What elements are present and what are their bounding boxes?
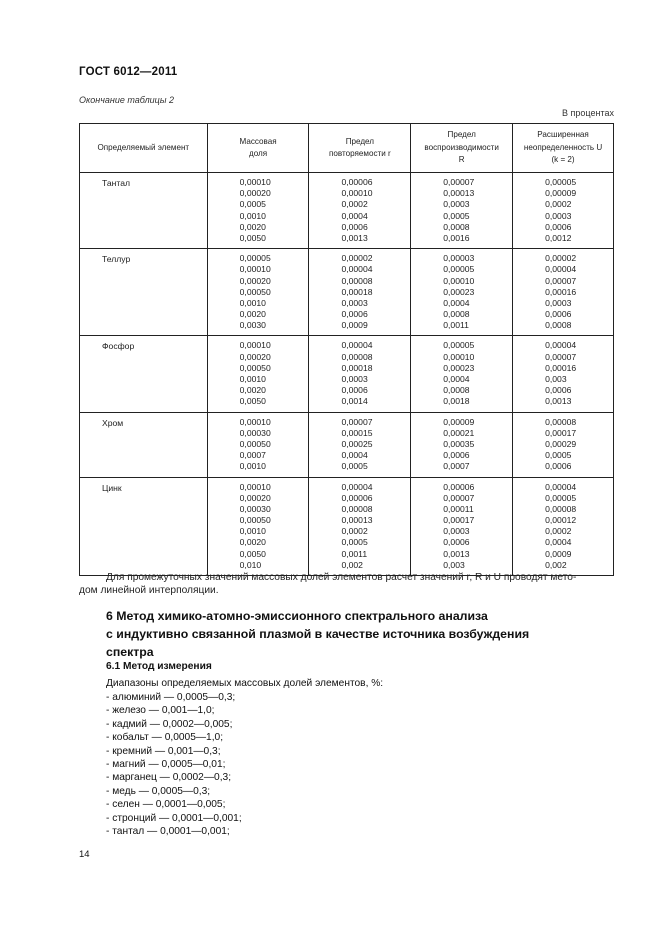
value: 0,0005 — [341, 461, 368, 472]
value: 0,0004 — [341, 210, 368, 221]
value: 0,0010 — [239, 526, 266, 537]
value: 0,00008 — [341, 275, 373, 286]
value-cell-r — [309, 173, 411, 249]
table-units: В процентах — [562, 108, 614, 118]
value: 0,0006 — [545, 221, 572, 232]
value: 0,0003 — [341, 297, 368, 308]
element-cell: Хром — [80, 412, 208, 477]
ranges-intro: Диапазоны определяемых массовых долей элементов, %: — [106, 678, 384, 689]
value: 0,010 — [239, 559, 262, 570]
value: 0,00007 — [545, 275, 577, 286]
value-cell-u — [513, 249, 614, 336]
value: 0,002 — [545, 559, 567, 570]
value-cell-mass — [207, 173, 309, 249]
value: 0,00010 — [239, 481, 271, 492]
value-cell-mass — [207, 336, 309, 412]
value: 0,00030 — [239, 427, 271, 438]
value: 0,0006 — [443, 450, 470, 461]
value: 0,0011 — [443, 320, 469, 331]
value: 0,00023 — [443, 362, 475, 373]
list-item: - медь — 0,0005—0,3; — [106, 785, 211, 797]
value: 0,00004 — [545, 340, 577, 351]
value: 0,0030 — [239, 320, 266, 331]
value-cell-r — [411, 412, 513, 477]
list-item: - марганец — 0,0002—0,3; — [106, 772, 232, 784]
table-row — [80, 173, 614, 249]
value: 0,00008 — [341, 351, 373, 362]
value: 0,00005 — [239, 253, 271, 264]
col-header-uncertainty: Расширенная неопределенность U (k = 2) — [513, 124, 614, 173]
list-item: - селен — 0,0001—0,005; — [106, 799, 226, 811]
value: 0,0003 — [341, 374, 368, 384]
value: 0,00007 — [545, 351, 577, 362]
value: 0,0010 — [239, 297, 266, 308]
value: 0,0018 — [443, 396, 470, 407]
value: 0,00016 — [545, 286, 577, 297]
value: 0,00010 — [239, 416, 271, 427]
value-cell-u — [513, 412, 614, 477]
value: 0,0020 — [239, 221, 266, 232]
value: 0,002 — [341, 559, 363, 570]
value: 0,0002 — [341, 199, 368, 210]
value: 0,0005 — [443, 210, 470, 221]
element-cell: Тантал — [80, 173, 208, 249]
value: 0,00006 — [341, 177, 373, 187]
value-cell-u — [513, 336, 614, 412]
value: 0,00005 — [443, 340, 475, 351]
value: 0,0020 — [239, 385, 266, 396]
value: 0,0014 — [341, 396, 368, 407]
value: 0,0016 — [443, 232, 470, 243]
value: 0,0002 — [341, 526, 368, 537]
value: 0,00004 — [545, 264, 577, 275]
value: 0,00013 — [341, 515, 373, 526]
list-item: - железо — 0,001—1,0; — [106, 705, 215, 717]
value: 0,0003 — [545, 210, 572, 221]
value: 0,00010 — [443, 351, 475, 362]
value: 0,0003 — [443, 199, 470, 210]
value: 0,0006 — [341, 309, 368, 320]
value: 0,0010 — [239, 210, 266, 221]
value: 0,00002 — [545, 253, 577, 264]
value: 0,00004 — [341, 340, 373, 351]
list-item: - стронций — 0,0001—0,001; — [106, 812, 242, 824]
value-cell-r — [309, 477, 411, 576]
value: 0,0006 — [545, 385, 572, 396]
value-cell-r — [411, 336, 513, 412]
value: 0,00020 — [239, 351, 271, 362]
value: 0,00025 — [341, 438, 373, 449]
value: 0,00007 — [443, 177, 475, 187]
value: 0,0050 — [239, 232, 266, 243]
value: 0,0005 — [545, 450, 572, 461]
value: 0,0006 — [341, 221, 368, 232]
value: 0,0002 — [545, 526, 572, 537]
value: 0,00005 — [545, 492, 577, 503]
col-header-mass: Массовая доля — [207, 124, 309, 173]
list-item: - кобальт — 0,0005—1,0; — [106, 732, 224, 744]
value-cell-mass — [207, 477, 309, 576]
value: 0,0003 — [443, 526, 470, 537]
value: 0,00010 — [443, 275, 475, 286]
value-cell-r — [411, 173, 513, 249]
section-title: 6 Метод химико-атомно-эмиссионного спектрального анализа с индуктивно связанной плазмой в качестве источника возбуждения спектра — [106, 609, 530, 659]
value: 0,0006 — [545, 461, 572, 472]
value: 0,00050 — [239, 438, 271, 449]
value: 0,0006 — [545, 309, 572, 320]
value: 0,003 — [443, 559, 465, 570]
value: 0,00021 — [443, 427, 475, 438]
note-line-1: Для промежуточных значений массовых долей элементов расчет значений r, R и U проводят мето- — [106, 572, 577, 583]
value: 0,00030 — [239, 503, 271, 514]
value: 0,00008 — [545, 503, 577, 514]
list-item: - алюминий — 0,0005—0,3; — [106, 692, 236, 703]
value: 0,00009 — [443, 416, 475, 427]
value: 0,00013 — [443, 188, 475, 199]
value: 0,00004 — [341, 264, 373, 275]
value: 0,00006 — [341, 492, 373, 503]
value: 0,00050 — [239, 515, 271, 526]
value: 0,00020 — [239, 492, 271, 503]
value-cell-r — [309, 249, 411, 336]
value: 0,0010 — [239, 461, 266, 472]
value: 0,00020 — [239, 188, 271, 199]
value: 0,00050 — [239, 286, 271, 297]
value: 0,003 — [545, 374, 567, 384]
standard-title: ГОСТ 6012—2011 — [79, 66, 178, 78]
precision-table — [79, 123, 614, 576]
value: 0,0050 — [239, 548, 266, 559]
value: 0,00010 — [239, 340, 271, 351]
value-cell-u — [513, 477, 614, 576]
value: 0,00015 — [341, 427, 373, 438]
value: 0,00009 — [545, 188, 577, 199]
value: 0,00007 — [443, 492, 475, 503]
table-row — [80, 477, 614, 576]
table-header-row — [80, 124, 614, 173]
value: 0,0003 — [545, 297, 572, 308]
value: 0,0006 — [443, 537, 470, 548]
value: 0,00016 — [545, 362, 577, 373]
value: 0,0009 — [341, 320, 368, 331]
element-cell: Фосфор — [80, 336, 208, 412]
value: 0,0020 — [239, 309, 266, 320]
col-header-reproducibility: Предел воспроизводимости R — [411, 124, 513, 173]
value: 0,0004 — [443, 374, 470, 384]
value: 0,00035 — [443, 438, 475, 449]
value: 0,00010 — [341, 188, 373, 199]
value: 0,00018 — [341, 286, 373, 297]
subsection-title: 6.1 Метод измерения — [106, 661, 212, 672]
value: 0,0002 — [545, 199, 572, 210]
value: 0,00005 — [545, 177, 577, 187]
value: 0,00020 — [239, 275, 271, 286]
value: 0,0005 — [239, 199, 266, 210]
value: 0,0009 — [545, 548, 572, 559]
value: 0,00029 — [545, 438, 577, 449]
value: 0,00004 — [341, 481, 373, 492]
page-number: 14 — [79, 849, 90, 860]
value-cell-r — [411, 477, 513, 576]
value: 0,0013 — [341, 232, 368, 243]
table-row — [80, 412, 614, 477]
value: 0,00012 — [545, 515, 577, 526]
value: 0,00005 — [443, 264, 475, 275]
value: 0,0008 — [443, 221, 470, 232]
list-item: - кадмий — 0,0002—0,005; — [106, 718, 233, 730]
value: 0,0004 — [545, 537, 572, 548]
value: 0,00002 — [341, 253, 373, 264]
value-cell-u — [513, 173, 614, 249]
value: 0,0020 — [239, 537, 266, 548]
col-header-repeatability: Предел повторяемости r — [309, 124, 411, 173]
value: 0,00004 — [545, 481, 577, 492]
value: 0,00010 — [239, 264, 271, 275]
value: 0,00011 — [443, 503, 474, 514]
value: 0,00003 — [443, 253, 475, 264]
value: 0,0008 — [443, 309, 470, 320]
table-row — [80, 336, 614, 412]
value: 0,0050 — [239, 396, 266, 407]
value-cell-mass — [207, 249, 309, 336]
value-cell-r — [411, 249, 513, 336]
interpolation-note-cont — [79, 584, 615, 598]
element-cell: Теллур — [80, 249, 208, 336]
value: 0,00008 — [341, 503, 373, 514]
value: 0,0008 — [443, 385, 470, 396]
value-cell-r — [309, 336, 411, 412]
value: 0,00050 — [239, 362, 271, 373]
list-item: - кремний — 0,001—0,3; — [106, 745, 221, 757]
value: 0,00018 — [341, 362, 373, 373]
value: 0,00008 — [545, 416, 577, 427]
value: 0,0011 — [341, 548, 368, 559]
value: 0,0006 — [341, 385, 368, 396]
value-cell-mass — [207, 412, 309, 477]
value: 0,0008 — [545, 320, 572, 331]
value: 0,0004 — [341, 450, 368, 461]
value: 0,0013 — [545, 396, 572, 407]
table-caption: Окончание таблицы 2 — [79, 95, 174, 105]
element-cell: Цинк — [80, 477, 208, 576]
list-item: - тантал — 0,0001—0,001; — [106, 826, 230, 838]
value: 0,0007 — [239, 450, 266, 461]
value: 0,00017 — [443, 515, 475, 526]
value: 0,0005 — [341, 537, 368, 548]
value: 0,0004 — [443, 297, 470, 308]
interpolation-note — [79, 571, 615, 585]
value-cell-r — [309, 412, 411, 477]
value: 0,0012 — [545, 232, 572, 243]
list-item: - магний — 0,0005—0,01; — [106, 759, 226, 771]
value: 0,00007 — [341, 416, 373, 427]
value: 0,0013 — [443, 548, 470, 559]
col-header-element: Определяемый элемент — [80, 124, 208, 173]
value: 0,0010 — [239, 374, 266, 384]
value: 0,00017 — [545, 427, 577, 438]
value: 0,00023 — [443, 286, 475, 297]
ranges-list — [106, 691, 242, 838]
value: 0,00010 — [239, 177, 271, 187]
table-body — [80, 173, 614, 576]
table-row — [80, 249, 614, 336]
value: 0,0007 — [443, 461, 470, 472]
note-line-2: дом линейной интерполяции. — [79, 585, 219, 596]
value: 0,00006 — [443, 481, 475, 492]
